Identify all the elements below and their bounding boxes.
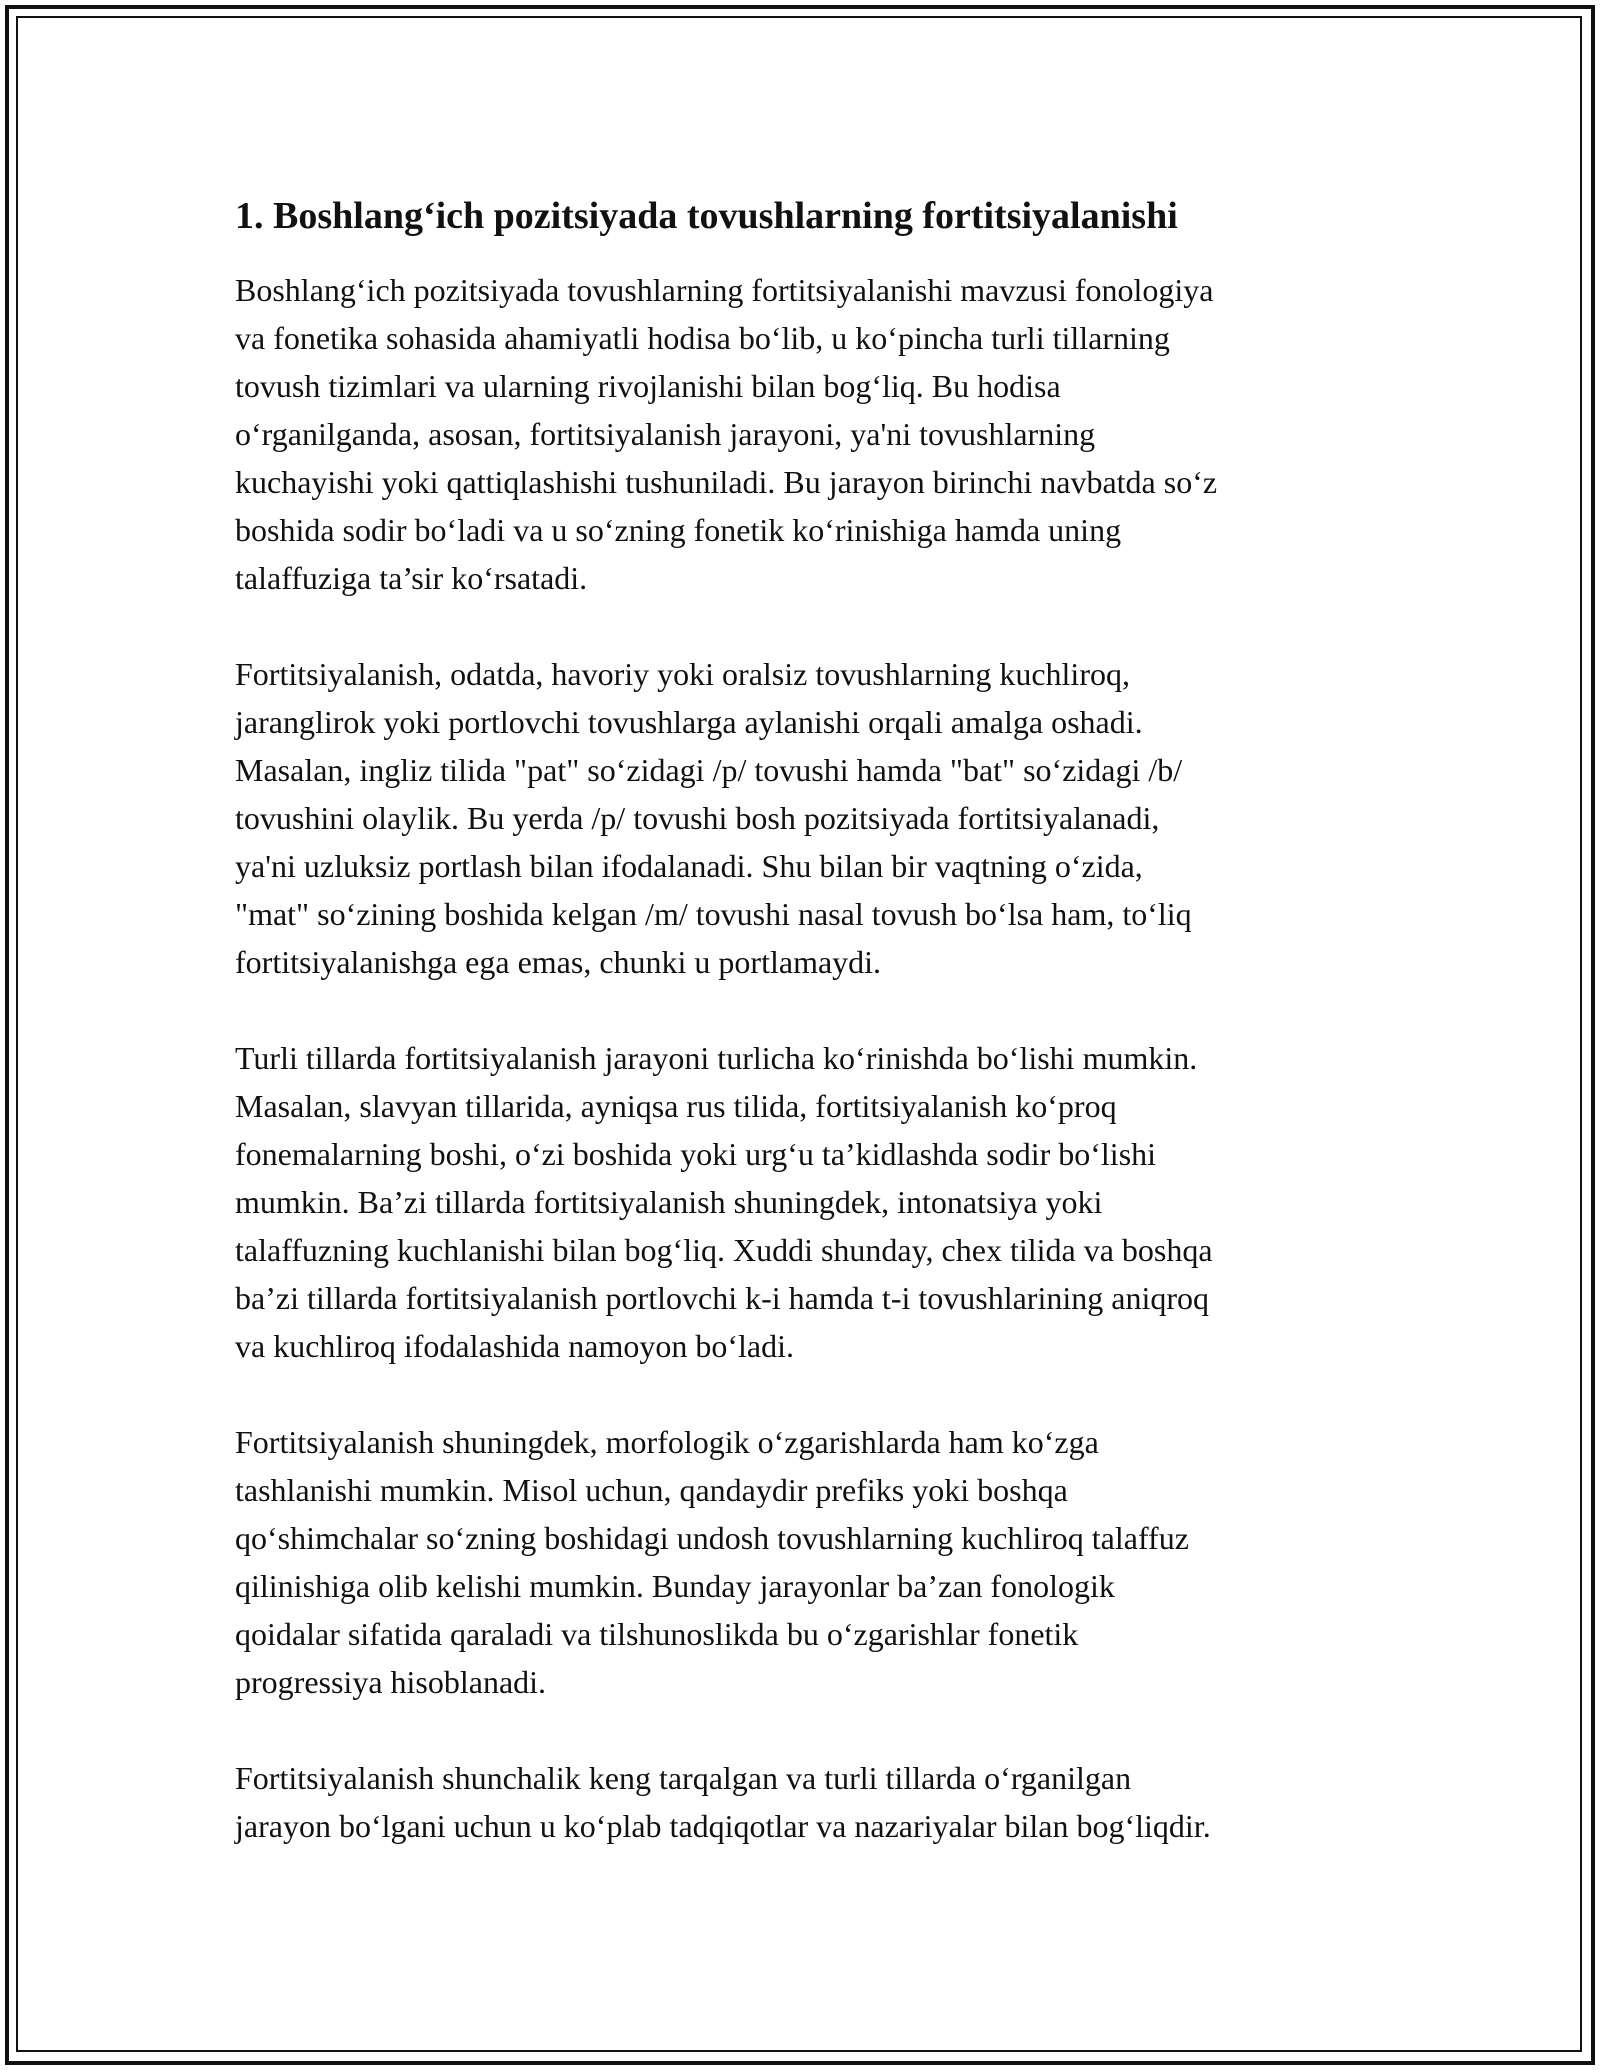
- paragraph-4: Fortitsiyalanish shuningdek, morfologik o‘zgarishlarda ham ko‘zga tashlanishi mumkin. Misol uchun, qandaydir prefiks yoki boshqa qo‘shimchalar so‘zning boshidagi undosh tovushlarning kuchliroq talaffuz qilinishiga olib kelishi mumkin. Bunday jarayonlar ba’zan fonologik qoidalar sifatida qaraladi va tilshunoslikda bu o‘zgarishlar fonetik progressiya hisoblanadi.: [235, 1424, 1189, 1700]
- section-title: 1. Boshlang‘ich pozitsiyada tovushlarning fortitsiyalanishi: [235, 195, 1178, 237]
- document-body: [235, 188, 1380, 1850]
- paragraph-1: Boshlang‘ich pozitsiyada tovushlarning fortitsiyalanishi mavzusi fonologiya va fonetika sohasida ahamiyatli hodisa bo‘lib, u ko‘pincha turli tillarning tovush tizimlari va ularning rivojlanishi bilan bog‘liq. Bu hodisa o‘rganilganda, asosan, fortitsiyalanish jarayoni, ya'ni tovushlarning kuchayishi yoki qattiqlashishi tushuniladi. Bu jarayon birinchi navbatda so‘z boshida sodir bo‘ladi va u so‘zning fonetik ko‘rinishiga hamda uning talaffuziga ta’sir ko‘rsatadi.: [235, 272, 1218, 596]
- paragraph-5: Fortitsiyalanish shunchalik keng tarqalgan va turli tillarda o‘rganilgan jarayon bo‘lgani uchun u ko‘plab tadqiqotlar va nazariyalar bilan bog‘liqdir.: [235, 1760, 1211, 1844]
- paragraph-3: Turli tillarda fortitsiyalanish jarayoni turlicha ko‘rinishda bo‘lishi mumkin. Masalan, slavyan tillarida, ayniqsa rus tilida, fortitsiyalanish ko‘proq fonemalarning boshi, o‘zi boshida yoki urg‘u ta’kidlashda sodir bo‘lishi mumkin. Ba’zi tillarda fortitsiyalanish shuningdek, intonatsiya yoki talaffuzning kuchlanishi bilan bog‘liq. Xuddi shunday, chex tilida va boshqa ba’zi tillarda fortitsiyalanish portlovchi k-i hamda t-i tovushlarining aniqroq va kuchliroq ifodalashida namoyon bo‘ladi.: [235, 1040, 1213, 1364]
- paragraph-2: Fortitsiyalanish, odatda, havoriy yoki oralsiz tovushlarning kuchliroq, jaranglirok yoki portlovchi tovushlarga aylanishi orqali amalga oshadi. Masalan, ingliz tilida "pat" so‘zidagi /p/ tovushi hamda "bat" so‘zidagi /b/ tovushini olaylik. Bu yerda /p/ tovushi bosh pozitsiyada fortitsiyalanadi, ya'ni uzluksiz portlash bilan ifodalanadi. Shu bilan bir vaqtning o‘zida, "mat" so‘zining boshida kelgan /m/ tovushi nasal tovush bo‘lsa ham, to‘liq fortitsiyalanishga ega emas, chunki u portlamaydi.: [235, 656, 1192, 980]
